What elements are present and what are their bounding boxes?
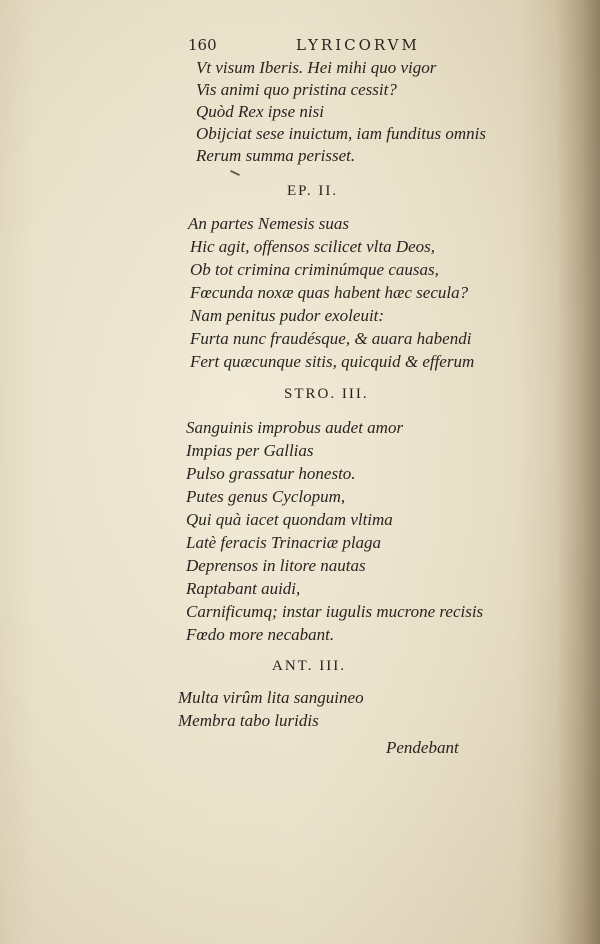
verse-line: Membra tabo luridis: [178, 711, 319, 730]
section-heading-stro3: STRO. III.: [284, 386, 369, 402]
verse-line: Pulso grassatur honesto.: [186, 464, 356, 483]
verse-line: Deprensos in litore nautas: [186, 556, 366, 575]
section-heading-ep2: EP. II.: [287, 183, 339, 199]
verse-line: Fœdo more necabant.: [186, 625, 335, 644]
verse-line: Sanguinis improbus audet amor: [186, 418, 404, 437]
verse-line: Hic agit, offensos scilicet vlta Deos,: [190, 237, 436, 256]
catchword: Pendebant: [386, 738, 459, 757]
running-title: LYRICORVM: [296, 36, 420, 54]
verse-line: An partes Nemesis suas: [188, 214, 350, 233]
verse-line: Quòd Rex ipse nisi: [196, 102, 324, 121]
ink-mark: [230, 170, 240, 176]
verse-line: Ob tot crimina criminúmque causas,: [190, 260, 439, 279]
verse-line: Obijciat sese inuictum, iam funditus omnis: [196, 124, 486, 143]
verse-line: Nam penitus pudor exoleuit:: [190, 306, 385, 325]
verse-line: Furta nunc fraudésque, & auara habendi: [190, 329, 472, 348]
verse-line: Vis animi quo pristina cessit?: [196, 80, 397, 99]
page-number: 160: [188, 36, 217, 54]
verse-line: Rerum summa perisset.: [196, 146, 356, 165]
verse-line: Latè feracis Trinacriæ plaga: [186, 533, 382, 552]
verse-line: Carnificumq; instar iugulis mucrone recisis: [186, 602, 484, 621]
verse-line: Multa virûm lita sanguineo: [178, 688, 364, 707]
verse-line: Vt visum Iberis. Hei mihi quo vigor: [196, 58, 437, 77]
verse-line: Fœcunda noxæ quas habent hæc secula?: [190, 283, 469, 302]
verse-line: Impias per Gallias: [186, 441, 314, 460]
verse-line: Putes genus Cyclopum,: [186, 487, 346, 506]
verse-line: Fert quæcunque sitis, quicquid & efferum: [190, 352, 475, 371]
verse-line: Raptabant auidi,: [186, 579, 301, 598]
section-heading-ant3: ANT. III.: [272, 658, 346, 674]
verse-line: Qui quà iacet quondam vltima: [186, 510, 393, 529]
